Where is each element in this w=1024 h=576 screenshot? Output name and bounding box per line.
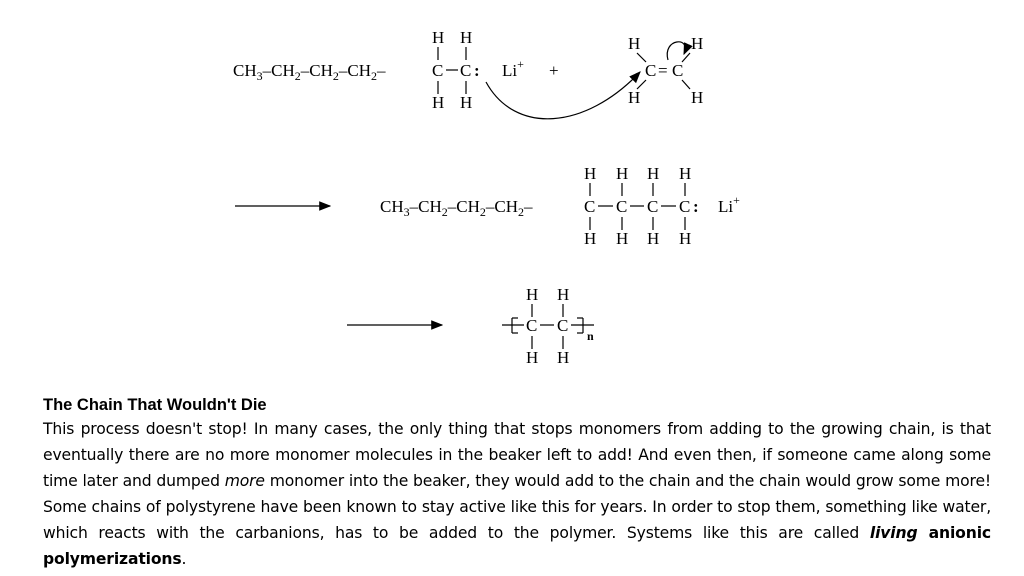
c-atom: C (616, 197, 628, 216)
h-atom: H (691, 34, 704, 53)
c-atom: C (460, 61, 472, 80)
reactant-chain: $CH_3-CH_2-CH_2-CH_2-$ (233, 61, 386, 83)
c-atom: C (557, 316, 569, 335)
h-atom: H (616, 164, 629, 183)
body-emphasis: more (224, 472, 265, 490)
h-atom: H (460, 93, 473, 112)
monomer-alkene (628, 34, 703, 107)
repeat-subscript: n (587, 329, 594, 343)
product-chain: $CH_3-CH_2-CH_2-CH_2-$ (380, 197, 533, 219)
pi-bond-arrow (667, 42, 685, 60)
h-atom: H (647, 164, 660, 183)
body-strong: anionic polymerizations (43, 524, 991, 568)
h-atom: H (460, 28, 473, 47)
lithium-ion: Li+ (718, 193, 740, 216)
c-atom: C (672, 61, 684, 80)
double-bond: = (658, 61, 668, 80)
body-strong-emphasis: living (869, 524, 918, 542)
c-atom: C (679, 197, 691, 216)
section-body (43, 416, 991, 572)
body-text: This process doesn't stop! In many cases, the only thing that stops monomers from adding to the growing chain, is that eventually there are no more monomer molecules in the beaker left to add! And even then, if someone came along some time later and dumped (43, 420, 991, 490)
h-atom: H (557, 348, 570, 367)
body-text: . (181, 550, 187, 568)
section-heading: The Chain That Wouldn't Die (43, 396, 267, 414)
h-atom: H (679, 164, 692, 183)
c-atom: C (584, 197, 596, 216)
body-text: monomer into the beaker, they would add to the chain and the chain would grow some more! Some chains of polystyrene have been known to stay active like this for years. In order to stop them, something like water, which reacts with the carbanions, has to be added to the polymer. Systems like this are called (43, 472, 992, 542)
plus-sign: + (549, 61, 559, 80)
h-atom: H (647, 229, 660, 248)
h-atom: H (526, 348, 539, 367)
c-atom: C (526, 316, 538, 335)
explanation-section (43, 394, 991, 572)
h-atom: H (584, 164, 597, 183)
lithium-ion: Li+ (502, 57, 524, 80)
polymer-repeat-unit (502, 285, 594, 367)
lone-pair: : (693, 197, 699, 216)
c-atom: C (645, 61, 657, 80)
h-atom: H (628, 34, 641, 53)
h-atom: H (526, 285, 539, 304)
h-atom: H (691, 88, 704, 107)
reactant-carbanion (233, 28, 559, 112)
h-atom: H (616, 229, 629, 248)
c-atom: C (647, 197, 659, 216)
h-atom: H (679, 229, 692, 248)
h-atom: H (584, 229, 597, 248)
h-atom: H (432, 93, 445, 112)
c-atom: C (432, 61, 444, 80)
h-atom: H (432, 28, 445, 47)
lone-pair: : (474, 61, 480, 80)
product-carbanion (380, 164, 740, 248)
h-atom: H (628, 88, 641, 107)
h-atom: H (557, 285, 570, 304)
